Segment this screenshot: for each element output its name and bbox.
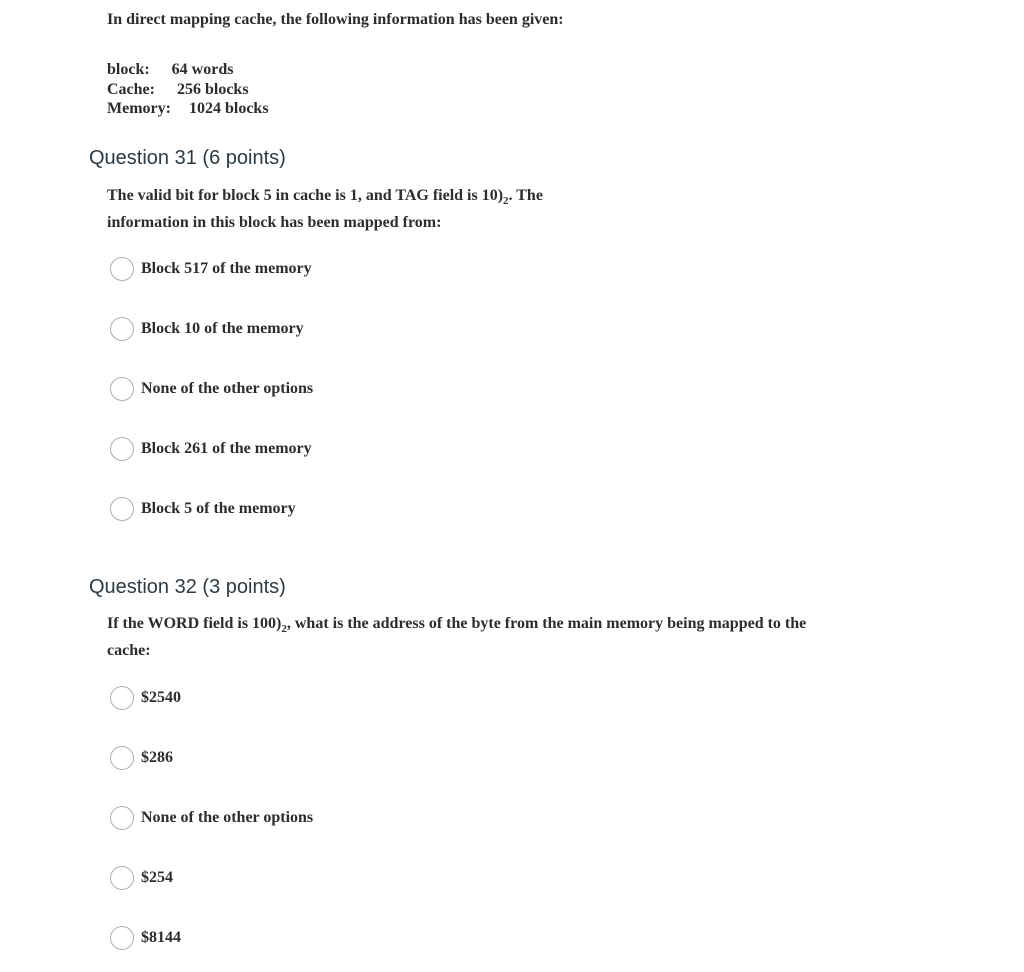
q31-option-5[interactable] — [110, 496, 296, 522]
info-row-block — [107, 61, 233, 79]
info-value: 64 words — [171, 61, 234, 78]
radio-button[interactable] — [110, 257, 134, 281]
option-label: Block 5 of the memory — [141, 500, 296, 517]
info-label: Cache: — [107, 81, 155, 98]
question-text-part: , what is the address of the byte from the main memory being mapped to the — [286, 615, 807, 632]
option-label: $254 — [141, 869, 173, 886]
option-label: None of the other options — [141, 380, 314, 397]
q31-option-4[interactable] — [110, 436, 312, 462]
q32-option-2[interactable] — [110, 745, 173, 771]
question-points: (6 points) — [202, 147, 286, 169]
info-row-memory — [107, 100, 269, 118]
radio-button[interactable] — [110, 866, 134, 890]
question-text-part: cache: — [107, 642, 151, 660]
radio-button[interactable] — [110, 686, 134, 710]
question-text-part: If the WORD field is 100) — [107, 615, 282, 632]
info-label: block: — [107, 61, 150, 78]
subscript: 2 — [503, 195, 509, 208]
radio-button[interactable] — [110, 806, 134, 830]
q32-option-5[interactable] — [110, 925, 181, 951]
radio-button[interactable] — [110, 437, 134, 461]
option-label: $8144 — [141, 929, 181, 946]
question-31-title — [89, 147, 286, 170]
radio-button[interactable] — [110, 377, 134, 401]
option-label: Block 517 of the memory — [141, 260, 312, 277]
question-31-text — [107, 185, 867, 234]
question-points: (3 points) — [202, 576, 286, 598]
question-text-part: . The — [508, 187, 543, 204]
q31-option-2[interactable] — [110, 316, 304, 342]
radio-button[interactable] — [110, 497, 134, 521]
info-value: 256 blocks — [176, 81, 249, 98]
info-label: Memory: — [107, 100, 171, 117]
q31-option-1[interactable] — [110, 256, 312, 282]
question-number: Question 32 — [89, 576, 197, 598]
option-label: None of the other options — [141, 809, 314, 826]
option-label: Block 261 of the memory — [141, 440, 312, 457]
question-text-part: information in this block has been mapped from: — [107, 214, 442, 232]
question-text-part: The valid bit for block 5 in cache is 1, and TAG field is 10) — [107, 187, 504, 204]
subscript: 2 — [281, 623, 287, 636]
question-number: Question 31 — [89, 147, 197, 169]
q31-option-3[interactable] — [110, 376, 313, 402]
q32-option-3[interactable] — [110, 805, 313, 831]
q32-option-1[interactable] — [110, 685, 181, 711]
intro-text: In direct mapping cache, the following information has been given: — [107, 11, 564, 28]
question-32-title — [89, 576, 286, 599]
option-label: Block 10 of the memory — [141, 320, 304, 337]
question-32-text — [107, 613, 867, 662]
radio-button[interactable] — [110, 926, 134, 950]
radio-button[interactable] — [110, 746, 134, 770]
option-label: $286 — [141, 749, 173, 766]
option-label: $2540 — [141, 689, 181, 706]
info-value: 1024 blocks — [188, 100, 269, 117]
info-row-cache — [107, 81, 249, 99]
radio-button[interactable] — [110, 317, 134, 341]
q32-option-4[interactable] — [110, 865, 173, 891]
